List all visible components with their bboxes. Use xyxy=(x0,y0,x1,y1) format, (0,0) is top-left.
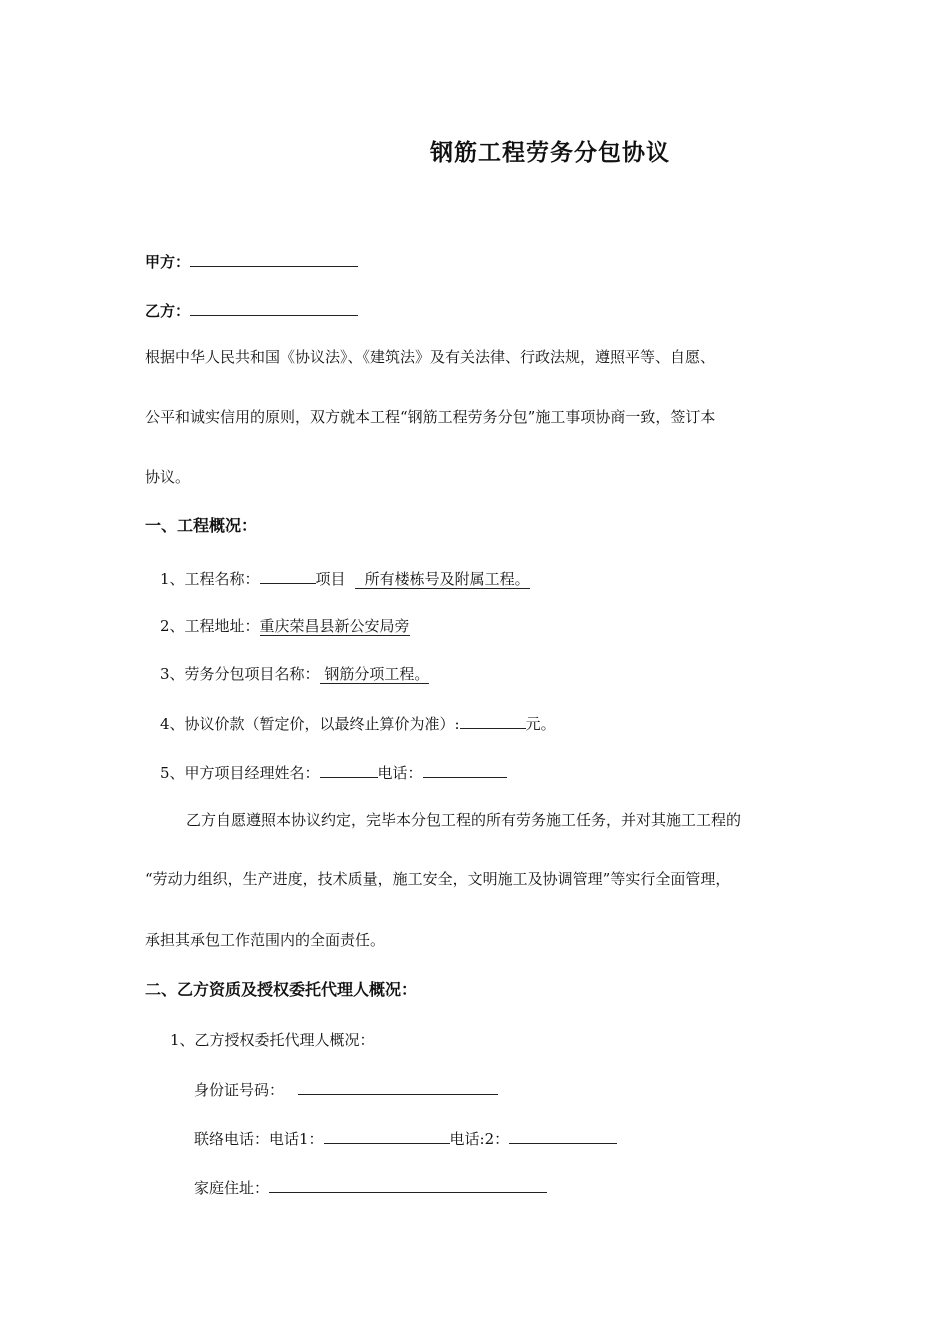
section1-item3 xyxy=(160,664,429,684)
section2-heading: 二、乙方资质及授权委托代理人概况： xyxy=(145,980,418,999)
section2-phone-line xyxy=(194,1127,617,1149)
item5-label: 5、甲方项目经理姓名： xyxy=(160,764,320,782)
party-a-label: 甲方： xyxy=(145,253,191,271)
item1-label: 1、工程名称： xyxy=(160,570,260,588)
section1-item1 xyxy=(160,567,530,589)
section2-address-line xyxy=(194,1176,547,1198)
id-blank xyxy=(298,1078,498,1095)
item4-label: 4、协议价款（暂定价，以最终止算价为准）: xyxy=(160,715,460,733)
phone1-blank xyxy=(324,1127,450,1144)
section2-item1: 1、乙方授权委托代理人概况： xyxy=(170,1031,375,1049)
party-b-line xyxy=(145,299,358,321)
party-a-line xyxy=(145,250,358,272)
address-label: 家庭住址： xyxy=(194,1179,270,1197)
section1-item5 xyxy=(160,761,507,783)
id-label: 身份证号码： xyxy=(194,1081,285,1099)
phone1-label: 联络电话：电话1： xyxy=(194,1130,324,1148)
section1-item2 xyxy=(160,616,410,636)
address-blank xyxy=(269,1176,547,1193)
party-b-label: 乙方： xyxy=(145,302,191,320)
item2-value: 重庆荣昌县新公安局旁 xyxy=(259,617,410,635)
section1-heading: 一、工程概况： xyxy=(145,516,258,535)
item5-phone-label: 电话： xyxy=(377,764,423,782)
phone2-label: 电话:2： xyxy=(449,1130,510,1148)
phone2-blank xyxy=(509,1127,617,1144)
item4-unit: 元。 xyxy=(525,715,556,733)
item1-value: 所有楼栋号及附属工程。 xyxy=(355,570,530,588)
section1-para-line-3: 承担其承包工作范围内的全面责任。 xyxy=(145,931,386,949)
item5-name-blank xyxy=(320,761,378,778)
intro-line-3: 协议。 xyxy=(145,468,191,486)
party-a-blank xyxy=(190,250,358,267)
item4-blank xyxy=(460,712,526,729)
section1-para-line-1: 乙方自愿遵照本协议约定，完毕本分包工程的所有劳务施工任务，并对其施工工程的 xyxy=(186,811,742,829)
item5-phone-blank xyxy=(423,761,507,778)
section2-id-line xyxy=(194,1078,498,1100)
item3-value: 钢筋分项工程。 xyxy=(319,665,430,683)
section1-item4 xyxy=(160,712,556,734)
intro-line-2: 公平和诚实信用的原则，双方就本工程“钢筋工程劳务分包”施工事项协商一致，签订本 xyxy=(145,408,716,426)
intro-line-1: 根据中华人民共和国《协议法》、《建筑法》及有关法律、行政法规，遵照平等、自愿、 xyxy=(145,348,716,366)
item1-blank xyxy=(260,567,316,584)
party-b-blank xyxy=(190,299,358,316)
item2-label: 2、工程地址： xyxy=(160,617,260,635)
document-title: 钢筋工程劳务分包协议 xyxy=(430,140,670,166)
section1-para-line-2: “劳动力组织，生产进度，技术质量，施工安全，文明施工及协调管理”等实行全面管理， xyxy=(145,870,731,888)
item3-label: 3、劳务分包项目名称： xyxy=(160,665,320,683)
item1-mid: 项目 xyxy=(315,570,346,588)
